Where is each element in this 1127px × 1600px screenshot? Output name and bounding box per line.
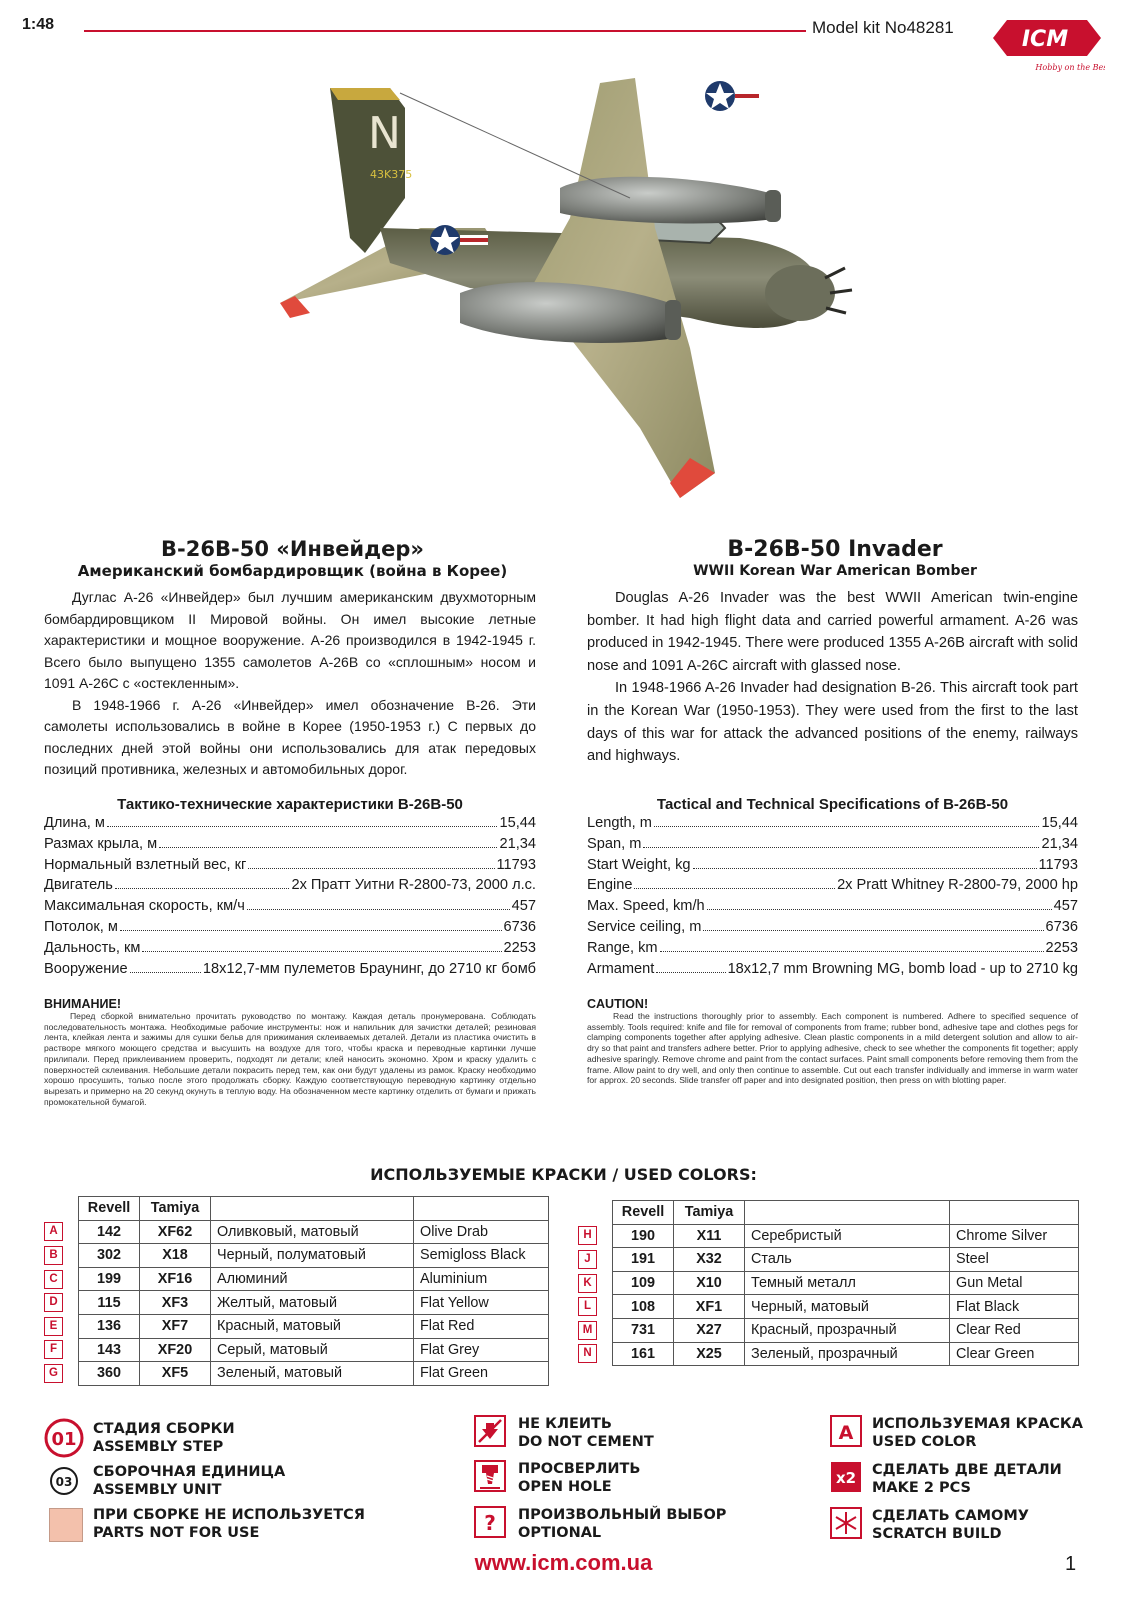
table-row xyxy=(578,1295,1079,1319)
revell-code: 731 xyxy=(613,1318,674,1342)
scale-label: 1:48 xyxy=(22,16,55,33)
caution-text-ru: Перед сборкой внимательно прочитать руководство по монтажу. Каждая деталь пронумерована. Соблюдать последовательность монтажа. Необходимые рабочие инструменты: нож и напильник для зачистки деталей; резиновая лента, клейкая лента и зажимы для сушки бельв для прижимания склеиваемых деталей. Детали из пластика очистить в растворе мягкого моющего средства и высушить на воздухе для того, чтобы краска и переводные картинки лучше прилипали. Перед приклеиванием проверить, подходят ли детали; клей наносить экономно. Хром и краску удалить с поверхностей склеивания. Небольшие детали покрасить перед тем, как они будут удалены из рамок. Краску необходимо хорошо просушить, только после этого продолжать сборку. Каждую соответствующую переводную картинку отдельно вырезать и примерно на 20 секунд окунуть в теплую воду. На обозначенном месте картинку отделить от бумаги и прижать промокательной бумагой. xyxy=(44,1011,536,1107)
color-name-ru: Серый, матовый xyxy=(211,1338,414,1362)
table-row xyxy=(578,1224,1079,1248)
spec-label: Дальность, км xyxy=(44,939,141,956)
description-en xyxy=(587,587,1078,768)
tamiya-code: X32 xyxy=(674,1248,745,1272)
spec-label: Двигатель xyxy=(44,877,113,894)
color-code-badge: C xyxy=(44,1270,63,1289)
color-name-en: Flat Yellow xyxy=(414,1291,549,1315)
spec-value: 6736 xyxy=(1045,918,1078,935)
color-code-badge: K xyxy=(578,1274,597,1293)
spec-label: Span, m xyxy=(587,835,642,852)
color-name-en: Olive Drab xyxy=(414,1220,549,1244)
spec-row xyxy=(587,961,1078,982)
revell-code: 190 xyxy=(613,1224,674,1248)
color-name-en: Chrome Silver xyxy=(950,1224,1079,1248)
caution-text-en: Read the instructions thoroughly prior to assembly. Each component is numbered. Adhere to specified sequence of assembly. Tools required: knife and file for removal of components from frame; rubber bond, adhesive tape and clothes pegs for clamping components together after applying adhesive. Clean plastic components in a mild detergent solution and allow to air-dry so that paint and transfers adhere better. Prior to applying adhesive, check to see whether the components fit together; apply adhesive sparingly. Remove chrome and paint from the contact surfaces. Paint small components before removing them from the frame. Allow paint to dry well, and only then continue to assemble. Cut out each transfer individually and immerse in warm water for approx. 20 seconds. Slide transfer off paper and into designated position, then press on with blotting paper. xyxy=(587,1011,1078,1086)
caution-title-en: CAUTION! xyxy=(587,997,649,1011)
spec-value: 2253 xyxy=(503,939,536,956)
col-tamiya: Tamiya xyxy=(674,1201,745,1225)
revell-code: 360 xyxy=(79,1362,140,1386)
tamiya-code: X27 xyxy=(674,1318,745,1342)
spec-value: 18x12,7 mm Browning MG, bomb load - up to 2710 kg xyxy=(727,960,1078,977)
color-code-badge: J xyxy=(578,1250,597,1269)
tamiya-code: X18 xyxy=(140,1244,211,1268)
open-hole-icon xyxy=(474,1460,506,1492)
color-code-badge: A xyxy=(44,1222,63,1241)
revell-code: 136 xyxy=(79,1314,140,1338)
make-two-icon xyxy=(830,1461,862,1493)
spec-label: Service ceiling, m xyxy=(587,918,702,935)
revell-code: 191 xyxy=(613,1248,674,1272)
icm-logo xyxy=(985,10,1105,75)
spec-value: 2х Пратт Уитни R-2800-73, 2000 л.с. xyxy=(291,877,536,894)
table-row xyxy=(44,1314,549,1338)
spec-value: 21,34 xyxy=(1041,835,1078,852)
revell-code: 109 xyxy=(613,1271,674,1295)
legend-do-not-cement: НЕ КЛЕИТЬ DO NOT CEMENT xyxy=(518,1416,654,1450)
col-revell: Revell xyxy=(79,1197,140,1221)
spec-value: 457 xyxy=(1053,898,1078,915)
color-name-ru: Зеленый, матовый xyxy=(211,1362,414,1386)
color-code-badge: G xyxy=(44,1364,63,1383)
specs-title-en: Tactical and Technical Specifications of B-26B-50 xyxy=(656,796,1009,813)
paragraph-ru: Дуглас А-26 «Инвейдер» был лучшим американским двухмоторным бомбардировщиком II Мировой войны. Он имел высокие летные характеристики и мощное вооружение. А-26 производился в 1942-1945 г. Всего было выпущено 1355 самолетов А-26В со «сплошным» носом и 1091 А-26С с «остекленным». xyxy=(44,589,536,691)
color-code-badge: M xyxy=(578,1321,597,1340)
spec-label: Armament xyxy=(587,960,655,977)
color-code-badge: L xyxy=(578,1297,597,1316)
color-name-ru: Алюминий xyxy=(211,1267,414,1291)
specs-title-ru: Тактико-технические характеристики В-26В-50 xyxy=(117,796,463,813)
table-row xyxy=(578,1248,1079,1272)
spec-label: Length, m xyxy=(587,815,652,831)
spec-label: Размах крыла, м xyxy=(44,835,158,852)
title-en: B-26B-50 Invader xyxy=(727,537,943,562)
color-code-badge: B xyxy=(44,1246,63,1265)
spec-value: 15,44 xyxy=(499,815,536,831)
paragraph-ru: В 1948-1966 г. А-26 «Инвейдер» имел обозначение В-26. Эти самолеты использовались в войне в Корее (1950-1953 г.) С первых до последних дней этой войны они использовались для атак передовых позиций противника, железных и автомобильных дорог. xyxy=(44,696,536,777)
aircraft-render xyxy=(270,78,870,518)
subtitle-ru: Американский бомбардировщик (война в Корее) xyxy=(77,562,508,580)
color-table-right xyxy=(578,1200,1079,1366)
specs-list-ru xyxy=(44,815,536,981)
color-table-left xyxy=(44,1196,549,1386)
spec-label: Потолок, м xyxy=(44,918,118,935)
spec-value: 2x Pratt Whitney R-2800-79, 2000 hp xyxy=(837,877,1078,894)
spec-label: Нормальный взлетный вес, кг xyxy=(44,856,247,873)
tamiya-code: X11 xyxy=(674,1224,745,1248)
spec-row xyxy=(44,836,536,857)
logo-text: ICM xyxy=(1021,27,1069,52)
spec-value: 457 xyxy=(511,898,536,915)
paragraph-en: In 1948-1966 A-26 Invader had designation B-26. This aircraft took part in the Korean War (1950-1953). They were used from the first to the last days of this war for attack the advanced positions of the enemy, railways and highways. xyxy=(587,680,1078,765)
color-code-badge: F xyxy=(44,1340,63,1359)
col-tamiya: Tamiya xyxy=(140,1197,211,1221)
tamiya-code: XF5 xyxy=(140,1362,211,1386)
spec-row xyxy=(587,877,1078,898)
color-name-ru: Черный, полуматовый xyxy=(211,1244,414,1268)
color-name-ru: Сталь xyxy=(745,1248,950,1272)
legend-open-hole: ПРОСВЕРЛИТЬ OPEN HOLE xyxy=(518,1461,641,1495)
spec-row xyxy=(587,836,1078,857)
revell-code: 302 xyxy=(79,1244,140,1268)
revell-code: 108 xyxy=(613,1295,674,1319)
color-name-en: Clear Green xyxy=(950,1342,1079,1366)
spec-value: 18х12,7-мм пулеметов Браунинг, до 2710 кг бомб xyxy=(202,960,536,977)
svg-text:?: ? xyxy=(484,1511,496,1535)
used-colors-heading: ИСПОЛЬЗУЕМЫЕ КРАСКИ / USED COLORS: xyxy=(370,1165,757,1184)
revell-code: 115 xyxy=(79,1291,140,1315)
spec-label: Start Weight, kg xyxy=(587,856,691,873)
svg-text:x2: x2 xyxy=(835,1469,857,1487)
table-row xyxy=(578,1318,1079,1342)
spec-label: Max. Speed, km/h xyxy=(587,898,705,915)
spec-row xyxy=(587,919,1078,940)
parts-not-for-use-swatch xyxy=(49,1508,83,1542)
table-header-row xyxy=(44,1197,549,1221)
tamiya-code: XF7 xyxy=(140,1314,211,1338)
used-color-icon xyxy=(830,1415,862,1447)
legend-make-two: СДЕЛАТЬ ДВЕ ДЕТАЛИ MAKE 2 PCS xyxy=(872,1462,1062,1496)
spec-label: Длина, м xyxy=(44,815,105,831)
legend-optional: ПРОИЗВОЛЬНЫЙ ВЫБОР OPTIONAL xyxy=(518,1507,727,1541)
tamiya-code: XF20 xyxy=(140,1338,211,1362)
tamiya-code: XF16 xyxy=(140,1267,211,1291)
color-name-en: Semigloss Black xyxy=(414,1244,549,1268)
color-code-badge: E xyxy=(44,1317,63,1336)
spec-row xyxy=(587,815,1078,836)
spec-label: Максимальная скорость, км/ч xyxy=(44,898,245,915)
color-code-badge: H xyxy=(578,1226,597,1245)
table-header-row xyxy=(578,1201,1079,1225)
spec-label: Вооружение xyxy=(44,960,128,977)
assembly-step-icon xyxy=(44,1418,84,1458)
legend-assembly-unit: СБОРОЧНАЯ ЕДИНИЦА ASSEMBLY UNIT xyxy=(93,1464,286,1498)
legend-assembly-step: СТАДИЯ СБОРКИ ASSEMBLY STEP xyxy=(93,1421,235,1455)
revell-code: 142 xyxy=(79,1220,140,1244)
title-ru: B-26B-50 «Инвейдер» xyxy=(161,537,424,561)
do-not-cement-icon xyxy=(474,1415,506,1447)
spec-row xyxy=(44,961,536,982)
revell-code: 143 xyxy=(79,1338,140,1362)
spec-row xyxy=(44,857,536,878)
spec-row xyxy=(587,857,1078,878)
table-row xyxy=(44,1291,549,1315)
scratch-build-icon xyxy=(830,1507,862,1539)
spec-value: 6736 xyxy=(503,918,536,935)
tail-serial: 43K375 xyxy=(370,168,413,181)
color-code-badge: D xyxy=(44,1293,63,1312)
color-name-en: Flat Black xyxy=(950,1295,1079,1319)
spec-row xyxy=(44,919,536,940)
svg-text:A: A xyxy=(838,1422,854,1444)
logo-slogan: Hobby on the Best xyxy=(1035,63,1105,72)
spec-label: Range, km xyxy=(587,939,658,956)
color-name-ru: Черный, матовый xyxy=(745,1295,950,1319)
revell-code: 199 xyxy=(79,1267,140,1291)
color-name-ru: Желтый, матовый xyxy=(211,1291,414,1315)
description-ru xyxy=(44,587,536,781)
revell-code: 161 xyxy=(613,1342,674,1366)
header-rule xyxy=(84,30,806,32)
website-link[interactable]: www.icm.com.ua xyxy=(474,1550,653,1575)
color-name-en: Aluminium xyxy=(414,1267,549,1291)
table-row xyxy=(578,1342,1079,1366)
tamiya-code: XF62 xyxy=(140,1220,211,1244)
color-name-ru: Красный, прозрачный xyxy=(745,1318,950,1342)
spec-value: 21,34 xyxy=(499,835,536,852)
tamiya-code: X25 xyxy=(674,1342,745,1366)
tamiya-code: XF3 xyxy=(140,1291,211,1315)
specs-list-en xyxy=(587,815,1078,981)
caution-title-ru: ВНИМАНИЕ! xyxy=(44,997,121,1011)
spec-value: 15,44 xyxy=(1041,815,1078,831)
table-row xyxy=(44,1220,549,1244)
color-name-en: Flat Grey xyxy=(414,1338,549,1362)
optional-icon xyxy=(474,1506,506,1538)
svg-text:01: 01 xyxy=(51,1429,77,1450)
color-name-en: Steel xyxy=(950,1248,1079,1272)
spec-row xyxy=(44,815,536,836)
color-name-en: Clear Red xyxy=(950,1318,1079,1342)
col-revell: Revell xyxy=(613,1201,674,1225)
spec-label: Engine xyxy=(587,877,633,894)
color-code-badge: N xyxy=(578,1344,597,1363)
spec-row xyxy=(44,877,536,898)
spec-value: 11793 xyxy=(496,856,536,873)
color-name-ru: Серебристый xyxy=(745,1224,950,1248)
color-name-ru: Темный металл xyxy=(745,1271,950,1295)
page-number: 1 xyxy=(1065,1553,1077,1575)
tamiya-code: X10 xyxy=(674,1271,745,1295)
spec-row xyxy=(44,940,536,961)
color-name-en: Flat Green xyxy=(414,1362,549,1386)
spec-row xyxy=(44,898,536,919)
table-row xyxy=(44,1244,549,1268)
tamiya-code: XF1 xyxy=(674,1295,745,1319)
spec-row xyxy=(587,940,1078,961)
color-name-ru: Красный, матовый xyxy=(211,1314,414,1338)
color-name-ru: Зеленый, прозрачный xyxy=(745,1342,950,1366)
spec-value: 2253 xyxy=(1045,939,1078,956)
subtitle-en: WWII Korean War American Bomber xyxy=(693,563,977,579)
paragraph-en: Douglas A-26 Invader was the best WWII American twin-engine bomber. It had high flight data and carried powerful armament. A-26 was produced in 1942-1945. There were produced 1355 A-26B aircraft with solid nose and 1091 A-26C aircraft with glassed nose. xyxy=(587,590,1078,674)
color-name-ru: Оливковый, матовый xyxy=(211,1220,414,1244)
table-row xyxy=(578,1271,1079,1295)
color-name-en: Gun Metal xyxy=(950,1271,1079,1295)
kit-number: Model kit No48281 xyxy=(812,18,954,37)
table-row xyxy=(44,1267,549,1291)
assembly-unit-icon xyxy=(49,1466,79,1496)
table-row xyxy=(44,1338,549,1362)
svg-text:03: 03 xyxy=(55,1475,73,1489)
legend-used-color: ИСПОЛЬЗУЕМАЯ КРАСКА USED COLOR xyxy=(872,1416,1084,1450)
color-name-en: Flat Red xyxy=(414,1314,549,1338)
spec-row xyxy=(587,898,1078,919)
tail-letter: N xyxy=(368,108,401,159)
legend-scratch-build: СДЕЛАТЬ САМОМУ SCRATCH BUILD xyxy=(872,1508,1029,1542)
table-row xyxy=(44,1362,549,1386)
legend-parts-not-for-use: ПРИ СБОРКЕ НЕ ИСПОЛЬЗУЕТСЯ PARTS NOT FOR USE xyxy=(93,1507,365,1541)
spec-value: 11793 xyxy=(1038,856,1078,873)
